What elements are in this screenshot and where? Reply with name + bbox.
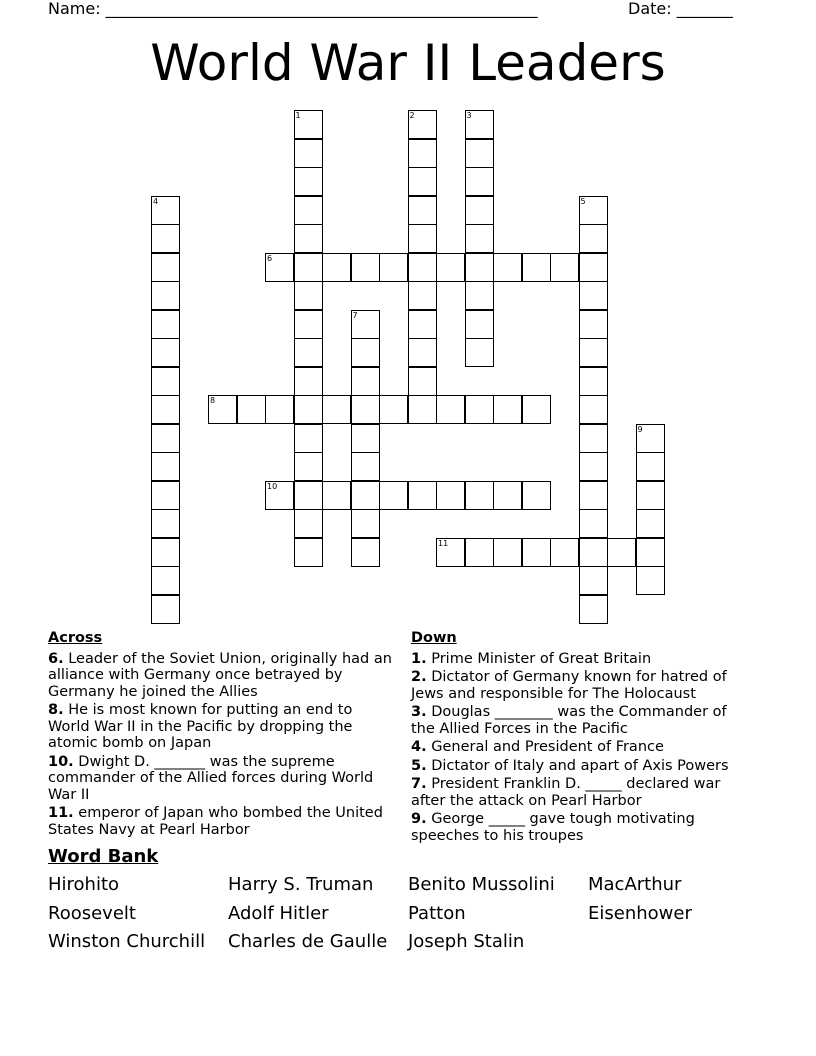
crossword-cell[interactable] [351, 395, 380, 424]
crossword-cell[interactable] [294, 310, 323, 339]
crossword-cell[interactable] [579, 281, 608, 310]
word-bank-item: Hirohito [48, 874, 120, 895]
down-clue [411, 811, 751, 844]
down-clue [411, 758, 751, 775]
down-heading: Down [411, 630, 457, 646]
crossword-cell[interactable] [151, 566, 180, 595]
crossword-cell[interactable] [265, 481, 294, 510]
down-clue [411, 776, 751, 809]
crossword-cell[interactable] [465, 253, 494, 282]
crossword-cell[interactable] [294, 395, 323, 424]
crossword-cell[interactable] [436, 395, 465, 424]
crossword-cell[interactable] [465, 538, 494, 567]
crossword-cell[interactable] [208, 395, 237, 424]
crossword-cell[interactable] [151, 253, 180, 282]
crossword-cell[interactable] [493, 395, 522, 424]
across-heading: Across [48, 630, 103, 646]
crossword-cell[interactable] [294, 196, 323, 225]
crossword-cell[interactable] [408, 281, 437, 310]
crossword-cell[interactable] [607, 538, 636, 567]
clue-number-label: 3. [411, 704, 427, 720]
crossword-cell[interactable] [151, 538, 180, 567]
crossword-cell[interactable] [237, 395, 266, 424]
crossword-cell[interactable] [322, 481, 351, 510]
word-bank-item: Roosevelt [48, 902, 136, 924]
clue-text: Douglas ________ was the Commander of the Allied Forces in the Pacific [411, 704, 727, 737]
crossword-cell[interactable] [550, 538, 579, 567]
clue-text: Dictator of Italy and apart of Axis Powers [426, 757, 729, 774]
down-clue [411, 739, 751, 756]
crossword-cell[interactable] [522, 538, 551, 567]
crossword-cell[interactable] [465, 110, 494, 139]
clue-number: 2 [409, 111, 415, 120]
clue-text: George _____ gave tough motivating speeches to his troupes [411, 811, 695, 844]
page-title: World War II Leaders [150, 34, 666, 92]
clue-number-label: 7. [411, 776, 427, 792]
crossword-cell[interactable] [351, 310, 380, 339]
crossword-cell[interactable] [351, 481, 380, 510]
clue-text: Dwight D. _______ was the supreme commander of the Allied forces during World War II [48, 753, 374, 803]
crossword-cell[interactable] [550, 253, 579, 282]
clue-number: 10 [267, 481, 278, 491]
crossword-cell[interactable] [294, 452, 323, 481]
down-clue-list [411, 651, 751, 845]
crossword-cell[interactable] [294, 224, 323, 253]
clue-number-label: 8. [48, 702, 64, 718]
date-field-label: Date: _______ [628, 0, 733, 18]
crossword-cell[interactable] [351, 509, 380, 538]
word-bank-item: Harry S. Truman [228, 874, 374, 895]
crossword-cell[interactable] [294, 367, 323, 396]
crossword-cell[interactable] [351, 538, 380, 567]
crossword-cell[interactable] [322, 253, 351, 282]
clue-text: He is most known for putting an end to World War II in the Pacific by dropping the atomic bomb on Japan [48, 702, 353, 751]
crossword-cell[interactable] [408, 196, 437, 225]
crossword-cell[interactable] [408, 253, 437, 282]
crossword-cell[interactable] [151, 424, 180, 453]
crossword-cell[interactable] [151, 281, 180, 310]
clue-number: 1 [295, 111, 301, 120]
clue-text: Leader of the Soviet Union, originally had an alliance with Germany once betrayed by Germany he joined the Allies [48, 650, 392, 700]
crossword-cell[interactable] [408, 338, 437, 367]
crossword-cell[interactable] [151, 595, 180, 624]
crossword-cell[interactable] [379, 253, 408, 282]
clue-text: Prime Minister of Great Britain [426, 650, 652, 667]
clue-number: 4 [153, 196, 159, 206]
crossword-cell[interactable] [151, 452, 180, 481]
crossword-cell[interactable] [579, 310, 608, 339]
crossword-cell[interactable] [351, 338, 380, 367]
crossword-cell[interactable] [579, 566, 608, 595]
word-bank-item: MacArthur [588, 874, 682, 895]
down-clue [411, 669, 751, 702]
crossword-cell[interactable] [636, 481, 665, 510]
crossword-cell[interactable] [151, 224, 180, 253]
crossword-cell[interactable] [579, 196, 608, 225]
crossword-cell[interactable] [151, 509, 180, 538]
crossword-cell[interactable] [294, 509, 323, 538]
crossword-cell[interactable] [522, 481, 551, 510]
word-bank-item: Charles de Gaulle [228, 931, 388, 952]
crossword-cell[interactable] [636, 538, 665, 567]
clue-number-label: 10. [48, 753, 74, 770]
crossword-cell[interactable] [636, 424, 665, 453]
crossword-cell[interactable] [465, 310, 494, 339]
crossword-cell[interactable] [265, 395, 294, 424]
across-clues [48, 630, 393, 840]
crossword-cell[interactable] [522, 253, 551, 282]
crossword-cell[interactable] [151, 395, 180, 424]
word-bank-item: Patton [408, 902, 466, 924]
word-bank-item: Joseph Stalin [408, 931, 525, 952]
crossword-cell[interactable] [465, 481, 494, 510]
crossword-cell[interactable] [522, 395, 551, 424]
word-bank-item: Eisenhower [588, 902, 692, 924]
crossword-cell[interactable] [579, 538, 608, 567]
crossword-cell[interactable] [151, 367, 180, 396]
clue-number-label: 4. [411, 739, 427, 755]
crossword-cell[interactable] [436, 253, 465, 282]
crossword-cell[interactable] [493, 538, 522, 567]
word-bank-item: Benito Mussolini [408, 874, 555, 895]
down-clue [411, 704, 751, 737]
crossword-cell[interactable] [465, 338, 494, 367]
crossword-cell[interactable] [265, 253, 294, 282]
crossword-cell[interactable] [351, 452, 380, 481]
crossword-cell[interactable] [294, 481, 323, 510]
crossword-cell[interactable] [294, 281, 323, 310]
crossword-cell[interactable] [151, 310, 180, 339]
clue-number: 7 [352, 310, 358, 320]
crossword-cell[interactable] [294, 110, 323, 139]
crossword-cell[interactable] [465, 395, 494, 424]
across-clue [48, 805, 393, 838]
crossword-cell[interactable] [379, 395, 408, 424]
crossword-cell[interactable] [408, 481, 437, 510]
across-clue [48, 754, 393, 804]
crossword-cell[interactable] [294, 139, 323, 168]
crossword-cell[interactable] [579, 452, 608, 481]
clue-number-label: 11. [48, 805, 74, 821]
crossword-cell[interactable] [465, 167, 494, 196]
crossword-cell[interactable] [408, 310, 437, 339]
clue-text: President Franklin D. _____ declared war after the attack on Pearl Harbor [411, 776, 721, 809]
clue-number: 3 [466, 111, 472, 120]
crossword-cell[interactable] [465, 281, 494, 310]
down-clue [411, 651, 751, 668]
crossword-cell[interactable] [151, 338, 180, 367]
crossword-cell[interactable] [408, 110, 437, 139]
clue-number-label: 1. [411, 650, 427, 667]
crossword-cell[interactable] [294, 424, 323, 453]
across-clue [48, 702, 393, 752]
crossword-cell[interactable] [579, 395, 608, 424]
crossword-cell[interactable] [294, 338, 323, 367]
crossword-cell[interactable] [408, 395, 437, 424]
clue-number-label: 9. [411, 811, 427, 827]
crossword-cell[interactable] [465, 224, 494, 253]
crossword-cell[interactable] [579, 224, 608, 253]
crossword-cell[interactable] [636, 509, 665, 538]
clue-number: 9 [637, 424, 643, 434]
crossword-cell[interactable] [408, 367, 437, 396]
crossword-cell[interactable] [322, 395, 351, 424]
crossword-cell[interactable] [408, 224, 437, 253]
crossword-cell[interactable] [465, 139, 494, 168]
clue-number: 11 [438, 538, 449, 548]
clue-number-label: 5. [411, 757, 427, 774]
crossword-cell[interactable] [379, 481, 408, 510]
crossword-cell[interactable] [636, 566, 665, 595]
crossword-cell[interactable] [579, 367, 608, 396]
clue-number: 5 [580, 196, 586, 206]
word-bank-heading: Word Bank [48, 846, 159, 867]
word-bank-item: Adolf Hitler [228, 902, 329, 924]
across-clue-list [48, 651, 393, 839]
crossword-cell[interactable] [294, 253, 323, 282]
clue-text: Dictator of Germany known for hatred of Jews and responsible for The Holocaust [411, 669, 727, 702]
crossword-cell[interactable] [579, 595, 608, 624]
crossword-cell[interactable] [294, 538, 323, 567]
crossword-cell[interactable] [436, 481, 465, 510]
crossword-cell[interactable] [579, 481, 608, 510]
crossword-cell[interactable] [465, 196, 494, 225]
clue-number-label: 2. [411, 669, 427, 685]
clue-number-label: 6. [48, 650, 64, 667]
clue-number: 8 [210, 396, 216, 405]
crossword-cell[interactable] [351, 367, 380, 396]
crossword-cell[interactable] [579, 338, 608, 367]
crossword-cell[interactable] [151, 196, 180, 225]
crossword-cell[interactable] [636, 452, 665, 481]
clue-text: emperor of Japan who bombed the United States Navy at Pearl Harbor [48, 805, 383, 838]
crossword-cell[interactable] [579, 253, 608, 282]
crossword-cell[interactable] [294, 167, 323, 196]
clue-text: General and President of France [426, 739, 664, 755]
down-clues [411, 630, 751, 846]
crossword-cell[interactable] [351, 253, 380, 282]
crossword-cell[interactable] [579, 509, 608, 538]
crossword-cell[interactable] [579, 424, 608, 453]
across-clue [48, 651, 393, 701]
crossword-cell[interactable] [493, 481, 522, 510]
crossword-cell[interactable] [408, 139, 437, 168]
crossword-cell[interactable] [436, 538, 465, 567]
crossword-cell[interactable] [151, 481, 180, 510]
clue-number: 6 [267, 253, 273, 263]
word-bank-item: Winston Churchill [48, 931, 206, 952]
crossword-cell[interactable] [408, 167, 437, 196]
crossword-cell[interactable] [493, 253, 522, 282]
name-field-label: Name: ______________________________________________________ [48, 0, 538, 18]
crossword-cell[interactable] [351, 424, 380, 453]
